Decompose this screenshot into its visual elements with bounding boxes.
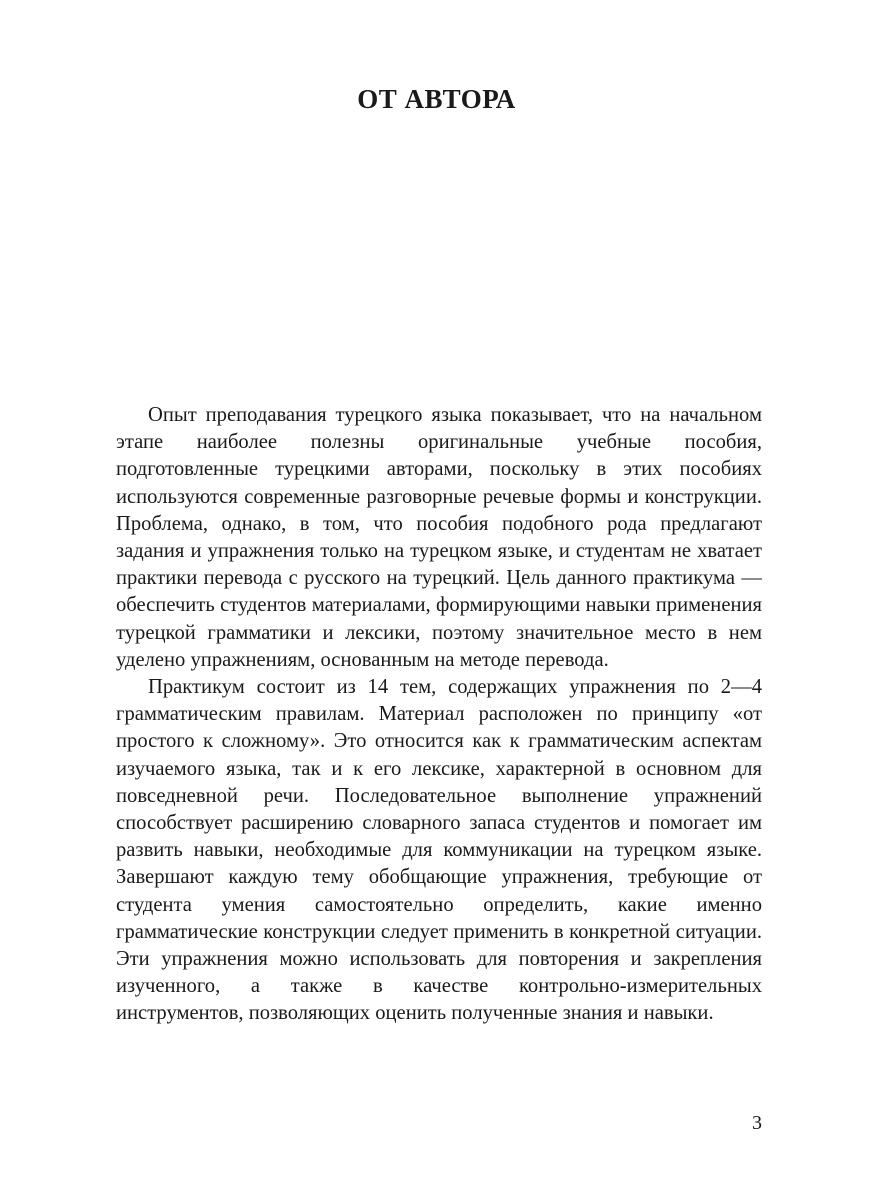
page-title: ОТ АВТОРА <box>357 84 516 114</box>
paragraph-1: Опыт преподавания турецкого языка показывает, что на начальном этапе наиболее полезны оригинальные учебные пособия, подготовленные турецкими авторами, поскольку в этих пособиях используются современные разговорные речевые формы и конструкции. Проблема, однако, в том, что пособия подобного рода предлагают задания и упражнения только на турецком языке, и студентам не хватает практики перевода с русского на турецкий. Цель данного практикума — обеспечить студентов материалами, формирующими навыки применения турецкой грамматики и лексики, поэтому значительное место в нем уделено упражнениям, основанным на методе перевода. <box>116 404 762 671</box>
page-number: 3 <box>752 1112 762 1134</box>
paragraph-2: Практикум состоит из 14 тем, содержащих упражнения по 2—4 грамматическим правилам. Материал расположен по принципу «от простого к сложному». Это относится как к грамматическим аспектам изучаемого языка, так и к его лексике, характерной в основном для повседневной речи. Последовательное выполнение упражнений способствует расширению словарного запаса студентов и помогает им развить навыки, необходимые для коммуникации на турецком языке. Завершают каждую тему обобщающие упражнения, требующие от студента умения самостоятельно определить, какие именно грамматические конструкции следует применить в конкретной ситуации. Эти упражнения можно использовать для повторения и закрепления изученного, а также в качестве контрольно-измерительных инструментов, позволяющих оценить полученные знания и навыки. <box>116 676 762 1025</box>
body-text <box>116 402 762 1028</box>
